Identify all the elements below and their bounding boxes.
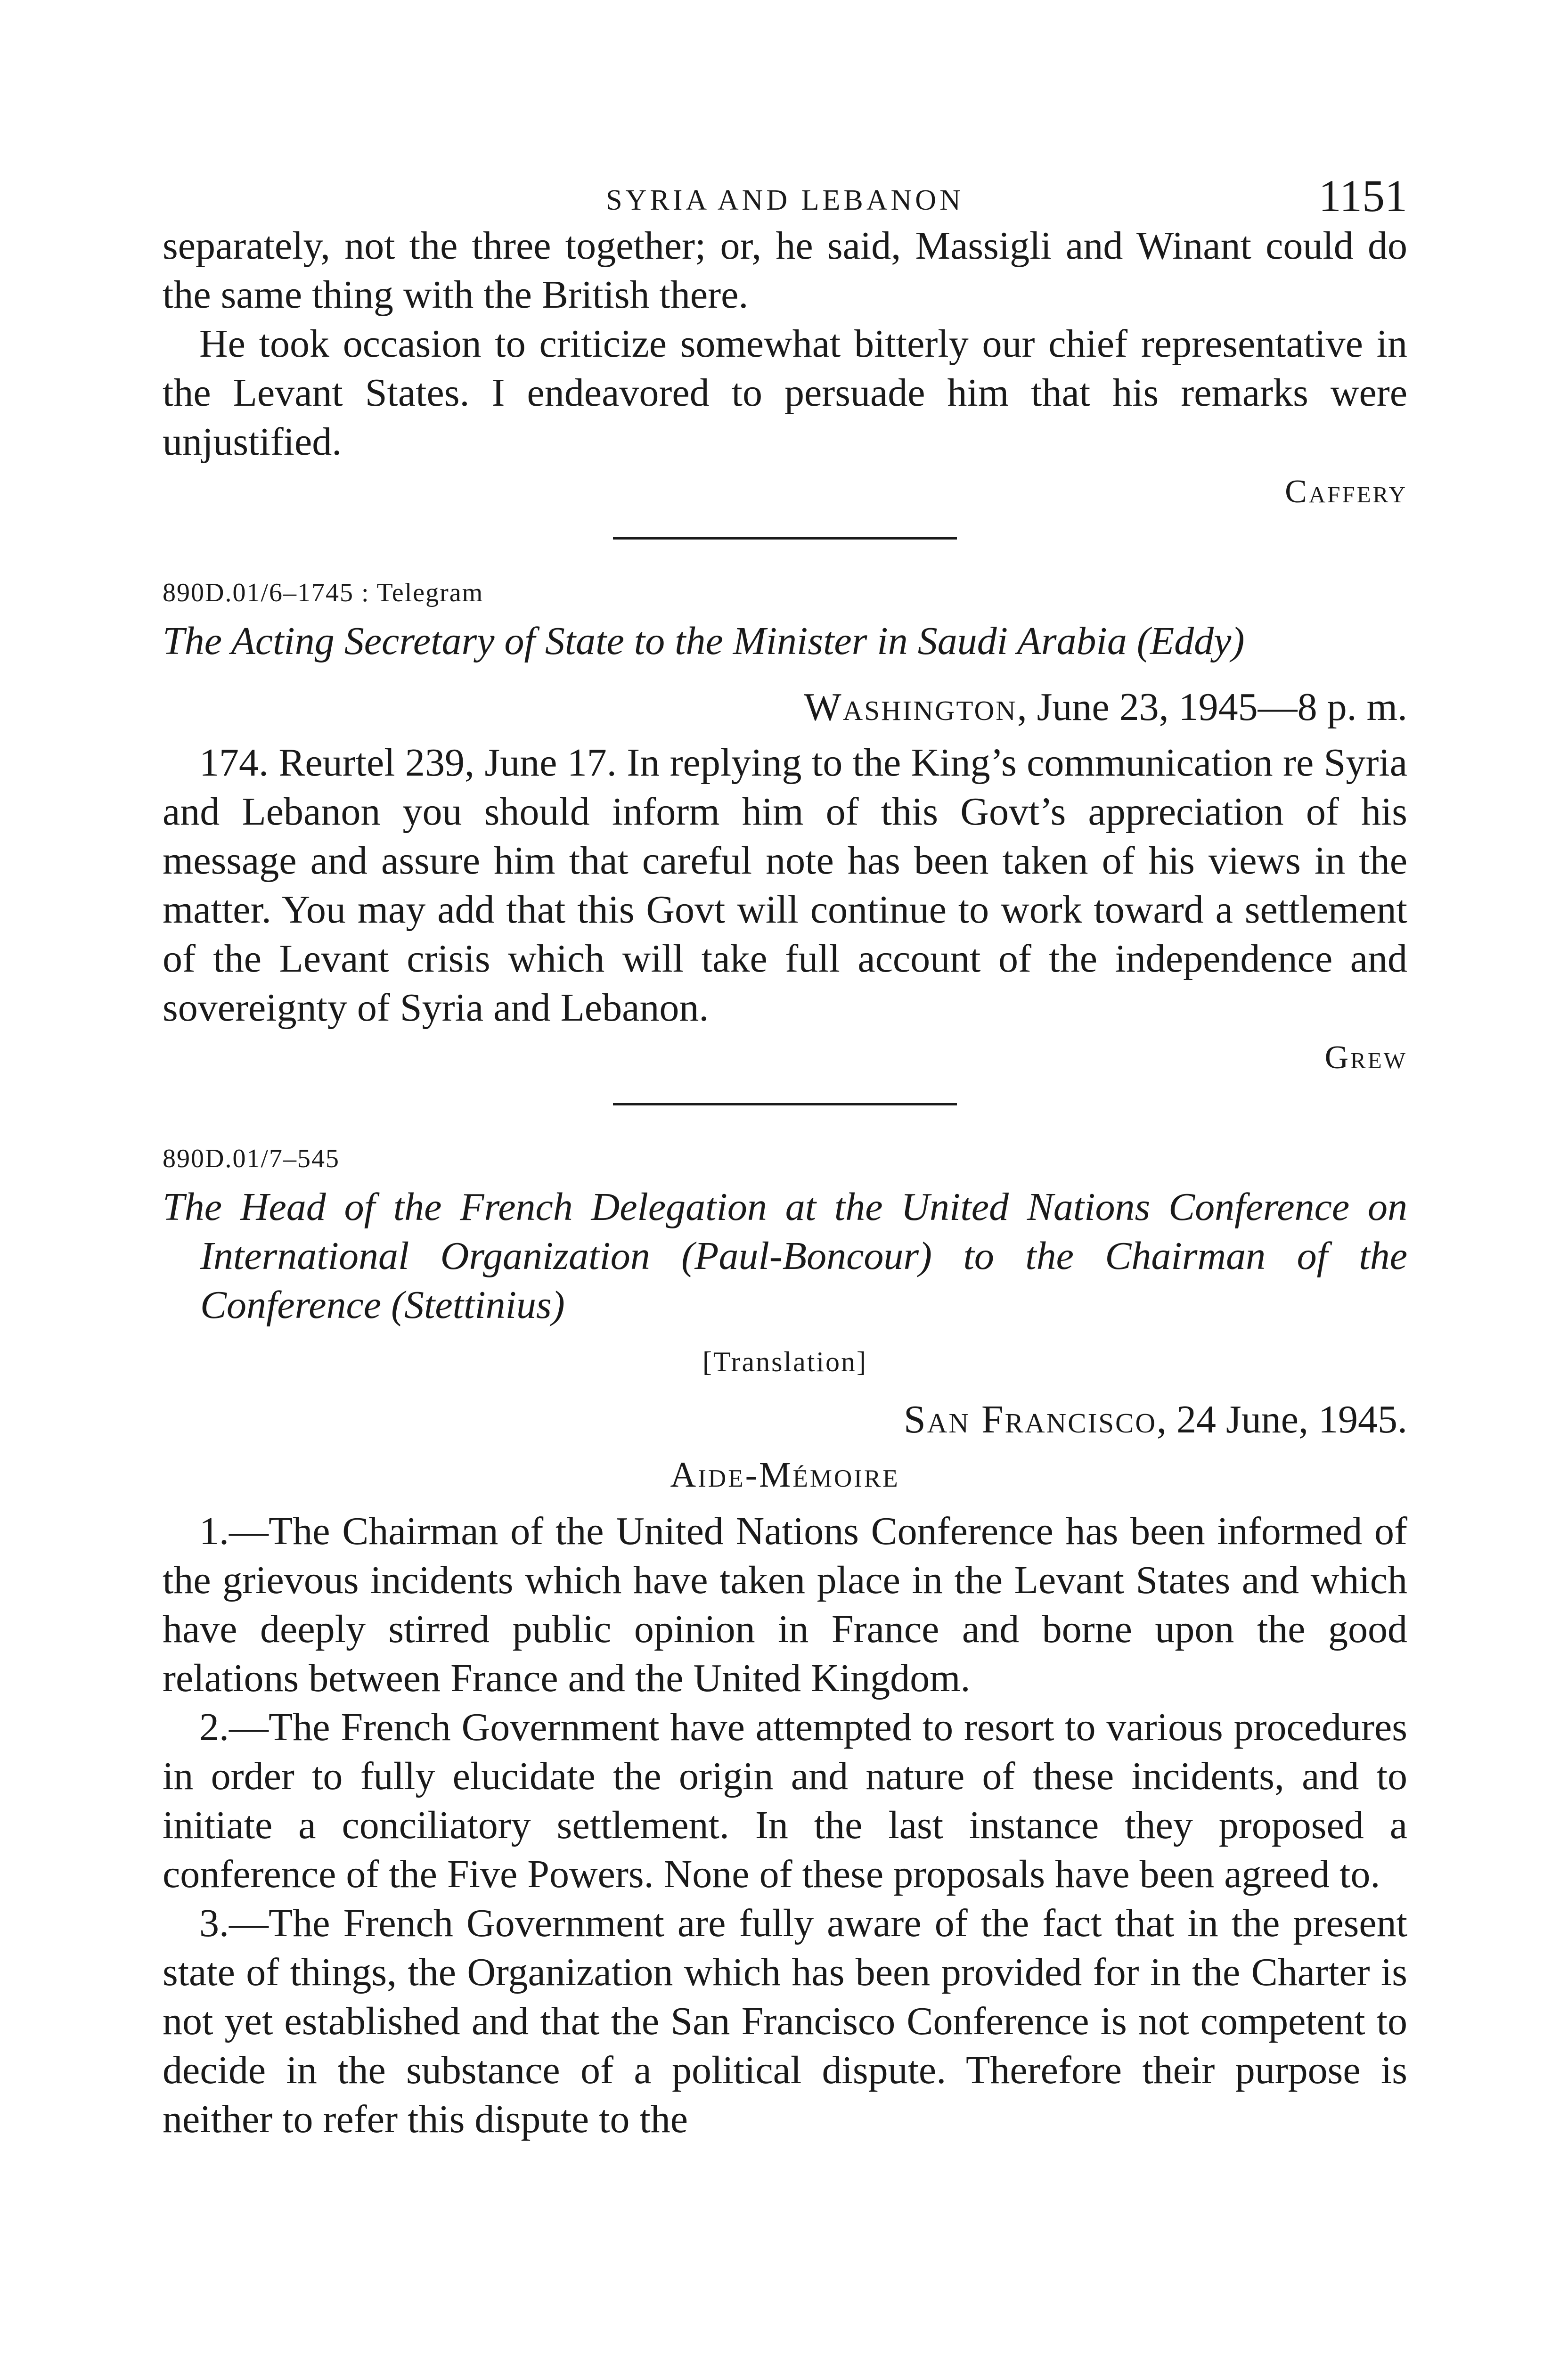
memorandum-paragraph-3: 3.—The French Government are fully aware of the fact that in the present state of things, the Organization which has been provided for in the Charter is not yet established and that the San Francisco Conference is not competent to decide in the substance of a political dispute. Therefore their purpose is neither to refer this dispute to the [163, 1901, 1407, 2141]
continuation-paragraph-1: separately, not the three together; or, he said, Massigli and Winant could do the same thing with the British there. [163, 224, 1407, 317]
telegram-dateline-place: Washington [804, 685, 1017, 729]
memorandum-file-number: 890D.01/7–545 [163, 1144, 340, 1173]
memorandum-dateline-date: , 24 June, 1945. [1157, 1398, 1407, 1441]
section-divider-2 [613, 1103, 957, 1105]
telegram-file-number: 890D.01/6–1745 : Telegram [163, 578, 484, 607]
memorandum-paragraph-1: 1.—The Chairman of the United Nations Conference has been informed of the grievous incidents which have taken place in the Levant States and which have deeply stirred public opinion in France and borne upon the good relations between France and the United Kingdom. [163, 1509, 1407, 1700]
signature-caffery: Caffery [1285, 474, 1407, 510]
telegram-body: 174. Reurtel 239, June 17. In replying to the King’s communication re Syria and Lebanon you should inform him of this Govt’s appreciation of his message and assure him that careful note has been taken of his views in the matter. You may add that this Govt will continue to work toward a settlement of the Levant crisis which will take full account of the independence and sovereignty of Syria and Lebanon. [163, 741, 1407, 1030]
section-divider-1 [613, 537, 957, 540]
memorandum-dateline [163, 1395, 1407, 1444]
telegram-heading: The Acting Secretary of State to the Minister in Saudi Arabia (Eddy) [163, 619, 1245, 663]
page-number: 1151 [1318, 171, 1407, 221]
signature-grew: Grew [1324, 1039, 1407, 1076]
aide-memoire-title: Aide-Mémoire [670, 1455, 900, 1495]
running-head-title: SYRIA AND LEBANON [606, 184, 964, 216]
document-page [163, 170, 1407, 2144]
continuation-paragraph-2: He took occasion to criticize somewhat bitterly our chief representative in the Levant States. I endeavored to persuade him that his remarks were unjustified. [163, 322, 1407, 464]
telegram-dateline-date: , June 23, 1945—8 p. m. [1017, 685, 1407, 729]
running-head [163, 170, 1407, 221]
memorandum-paragraph-2: 2.—The French Government have attempted to resort to various procedures in order to fully elucidate the origin and nature of these incidents, and to initiate a conciliatory settlement. In the last instance they proposed a conference of the Five Powers. None of these proposals have been agreed to. [163, 1705, 1407, 1896]
memorandum-heading: The Head of the French Delegation at the United Nations Conference on International Organization (Paul-Boncour) to the Chairman of the Conference (Stettinius) [163, 1185, 1407, 1327]
memorandum-dateline-place: San Francisco [904, 1398, 1157, 1441]
telegram-dateline [163, 683, 1407, 732]
translation-note: [Translation] [702, 1346, 868, 1377]
